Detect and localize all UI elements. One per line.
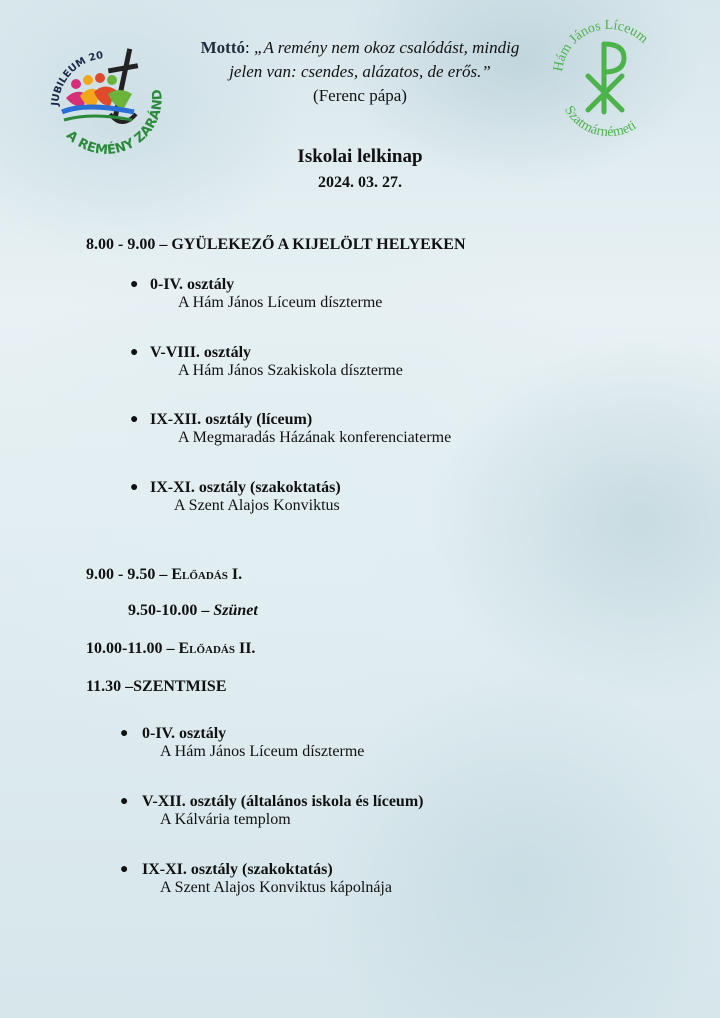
list-item (130, 411, 451, 447)
svg-text:Hám János Líceum (551, 18, 651, 73)
schedule-break (128, 602, 258, 620)
schedule-label: Előadás II. (178, 640, 256, 657)
list-item-title: V-XII. osztály (általános iskola és líceum) (142, 793, 424, 810)
schedule-mass: 11.30 –SZENTMISE (86, 678, 227, 695)
bullet-icon: ● (120, 862, 129, 877)
svg-text:Szatmárnémeti (561, 103, 639, 140)
motto-line2: jelen van: csendes, alázatos, de erős.” (229, 62, 491, 81)
list-item-title: 0-IV. osztály (142, 725, 227, 742)
list-item (120, 793, 423, 829)
motto-line1: „A remény nem okoz csalódást, mindig (254, 38, 520, 57)
motto: Mottó: „A remény nem okoz csalódást, mindig jelen van: csendes, alázatos, de erős.” (Ferenc pápa) (170, 36, 550, 108)
list-item (130, 479, 341, 515)
list-item (130, 276, 382, 312)
list-item-title: IX-XI. osztály (szakoktatás) (142, 861, 333, 878)
bullet-icon: ● (120, 794, 129, 809)
list-item-title: IX-XII. osztály (líceum) (150, 411, 313, 428)
event-title: Iskolai lelkinap (297, 146, 423, 167)
motto-author: (Ferenc pápa) (313, 86, 407, 105)
list-item-location: A Szent Alajos Konviktus (174, 497, 340, 514)
list-item-title: IX-XI. osztály (szakoktatás) (150, 479, 341, 496)
liceum-logo-graphic (544, 14, 674, 144)
jubileum-logo-top-text: JUBILEUM 20 (49, 50, 104, 107)
list-item (120, 861, 392, 897)
schedule-lecture-1 (86, 566, 242, 584)
schedule-time: 10.00-11.00 – (86, 640, 179, 657)
list-item-location: A Megmaradás Házának konferenciaterme (178, 429, 452, 446)
jubileum-logo-bottom-text: A REMÉNY ZARÁND (63, 88, 166, 159)
list-item-location: A Kálvária templom (160, 811, 291, 828)
schedule-label: Előadás I. (171, 566, 243, 583)
bullet-icon: ● (130, 345, 139, 360)
list-item-location: A Hám János Líceum díszterme (160, 743, 365, 760)
motto-label: Mottó (200, 38, 246, 57)
ham-janos-liceum-logo (544, 14, 674, 144)
list-item-title: V-VIII. osztály (150, 344, 252, 361)
list-item (130, 344, 403, 380)
bullet-icon: ● (120, 726, 129, 741)
liceum-logo-top-text: Hám János Líceum (551, 17, 651, 73)
list-item (120, 725, 364, 761)
event-date: 2024. 03. 27. (318, 174, 402, 191)
list-item-title: 0-IV. osztály (150, 276, 235, 293)
bullet-icon: ● (130, 480, 139, 495)
schedule-time: 9.50-10.00 – (128, 602, 214, 619)
schedule-lecture-2 (86, 640, 255, 658)
bullet-icon: ● (130, 277, 139, 292)
list-item-location: A Hám János Szakiskola díszterme (178, 362, 403, 379)
bullet-icon: ● (130, 412, 139, 427)
list-item-location: A Szent Alajos Konviktus kápolnája (160, 879, 392, 896)
list-item-location: A Hám János Líceum díszterme (178, 294, 383, 311)
schedule-time: 9.00 - 9.50 – (86, 566, 172, 583)
liceum-logo-bottom-text: Szatmárnémeti (561, 103, 640, 141)
schedule-label: Szünet (213, 602, 258, 619)
schedule-gathering: 8.00 - 9.00 – GYÜLEKEZŐ A KIJELÖLT HELYEKEN (86, 236, 466, 253)
